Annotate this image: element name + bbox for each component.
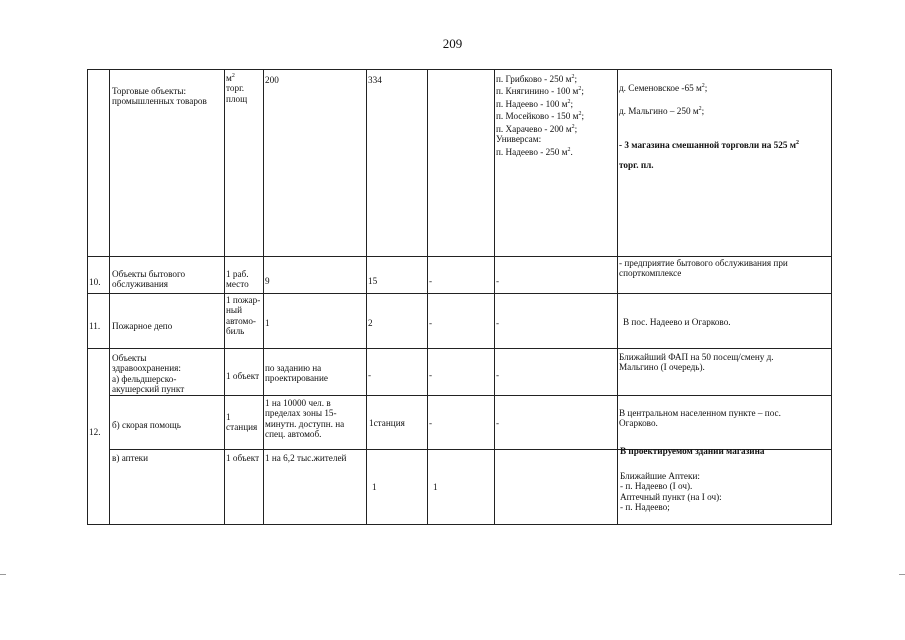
- col-border: [617, 69, 618, 525]
- col-border-left: [87, 69, 88, 525]
- existing-item-tail: ;: [574, 74, 577, 85]
- sup-2: 2: [571, 74, 575, 80]
- service-c6: -: [496, 276, 500, 286]
- fire-name: Пожарное депо: [112, 321, 173, 331]
- health-b-plan: В центральном населенном пункте – пос. Огарково.: [619, 408, 781, 429]
- trade-norm: 200: [265, 75, 279, 85]
- service-norm: 9: [265, 276, 270, 286]
- existing-item: [496, 134, 616, 144]
- health-b-c5: -: [429, 418, 433, 428]
- service-c5: -: [429, 276, 433, 286]
- sup-2: 2: [698, 106, 702, 113]
- health-a-name: Объекты здравоохранения: а) фельдшерско- акушерский пункт: [112, 353, 185, 395]
- fire-c6: -: [496, 318, 500, 328]
- service-name: Объекты бытового обслуживания: [112, 269, 186, 290]
- semicolon: ;: [701, 106, 705, 117]
- health-c-unit: 1 объект: [226, 453, 260, 463]
- row-border-bottom: [87, 524, 832, 525]
- service-num: 10.: [89, 277, 101, 287]
- trade-plan-line1: д. Семеновское -65 м: [619, 83, 702, 94]
- existing-item-text: Универсам:: [496, 134, 542, 145]
- existing-item-text: п. Харачево - 200 м: [496, 123, 572, 134]
- sup-2: 2: [701, 83, 705, 90]
- col-border: [366, 69, 367, 525]
- fire-num: 11.: [89, 321, 101, 331]
- fire-plan: В пос. Надеево и Огарково.: [623, 317, 731, 327]
- trade-plan-bold: - 3 магазина смешанной торговли на 525 м: [619, 139, 797, 150]
- existing-item: [496, 72, 616, 84]
- health-a-norm: по заданию на проектирование: [265, 363, 328, 384]
- services-table: [87, 69, 832, 524]
- existing-item-text: п. Мосейково - 150 м: [496, 111, 579, 122]
- health-c-plan-bold: В проектируемом здании магазина: [620, 446, 765, 456]
- col-border-right: [831, 69, 832, 525]
- health-c-required: 1: [372, 482, 377, 492]
- existing-item-tail: .: [570, 146, 573, 157]
- existing-item-tail: ;: [574, 123, 578, 134]
- existing-item: [496, 84, 616, 96]
- service-required: 15: [368, 276, 378, 286]
- row-border: [87, 293, 832, 294]
- sup-2: 2: [567, 98, 571, 105]
- fire-required: 2: [368, 318, 373, 328]
- existing-item-text: п. Княгинино - 100 м: [496, 86, 579, 97]
- scan-edge-mark-right: [899, 574, 905, 575]
- semicolon: ;: [704, 83, 708, 94]
- trade-plan-bold-tail: торг. пл.: [619, 160, 654, 171]
- trade-existing-list: [496, 72, 616, 157]
- health-a-unit: 1 объект: [226, 371, 260, 381]
- sup-2: 2: [571, 123, 575, 130]
- health-b-name: б) скорая помощь: [112, 420, 181, 430]
- existing-item: [496, 109, 616, 121]
- trade-required: 334: [368, 75, 382, 85]
- trade-unit-rest: торг. площ: [226, 83, 248, 104]
- service-unit: 1 раб. место: [226, 269, 249, 290]
- row-border: [87, 256, 832, 257]
- page-number: 209: [442, 36, 463, 51]
- col-border: [109, 69, 110, 525]
- existing-item: [496, 97, 616, 109]
- fire-unit: 1 пожар- ный автомо- биль: [226, 295, 261, 337]
- trade-name: Торговые объекты: промышленных товаров: [112, 86, 207, 107]
- trade-plan-line2: д. Мальгино – 250 м: [619, 106, 699, 117]
- existing-item-tail: ;: [581, 111, 585, 122]
- col-border: [224, 69, 225, 525]
- health-c-norm: 1 на 6,2 тыс.жителей: [265, 453, 347, 463]
- existing-item-text: п. Надеево - 250 м: [496, 146, 568, 157]
- health-b-norm: 1 на 10000 чел. в пределах зоны 15- минутн. доступн. на спец. автомоб.: [265, 398, 345, 440]
- health-a-c6: -: [496, 370, 500, 380]
- health-num: 12.: [89, 427, 101, 437]
- health-c-name: в) аптеки: [112, 453, 149, 463]
- health-b-required: 1станция: [369, 418, 405, 428]
- existing-item-tail: ;: [581, 86, 584, 97]
- sup-2: 2: [578, 86, 582, 93]
- existing-item: [496, 145, 616, 157]
- existing-item-text: п. Грибково - 250 м: [496, 74, 572, 85]
- health-b-unit: 1 станция: [226, 412, 258, 433]
- row-border: [87, 348, 832, 349]
- col-border: [427, 69, 428, 525]
- sup-2: 2: [796, 139, 800, 146]
- sup-2: 2: [567, 146, 571, 153]
- trade-plan: [619, 71, 829, 171]
- health-b-c6: -: [496, 418, 500, 428]
- row-border-top: [87, 69, 832, 70]
- existing-item-text: п. Надеево - 100 м: [496, 99, 568, 109]
- sup-2: 2: [578, 111, 582, 118]
- row-border: [109, 395, 832, 396]
- existing-item: [496, 122, 616, 134]
- fire-norm: 1: [265, 318, 270, 328]
- health-c-c5: 1: [433, 482, 438, 492]
- fire-c5: -: [429, 318, 433, 328]
- health-a-c5: -: [429, 370, 433, 380]
- health-a-plan: Ближайший ФАП на 50 посещ/смену д. Мальгино (I очередь).: [619, 352, 774, 373]
- existing-item-tail: ;: [570, 99, 574, 109]
- health-c-plan: Ближайшие Аптеки: - п. Надеево (I оч). Аптечный пункт (на I оч): - п. Надеево;: [620, 471, 722, 513]
- scan-edge-mark-left: [0, 574, 6, 575]
- col-border: [494, 69, 495, 525]
- sup-2: 2: [231, 73, 235, 79]
- trade-unit: $м^2$ торг. площ: [226, 73, 248, 104]
- health-a-c4: -: [368, 370, 372, 380]
- service-plan: - предприятие бытового обслуживания при спорткомплексе: [619, 258, 788, 279]
